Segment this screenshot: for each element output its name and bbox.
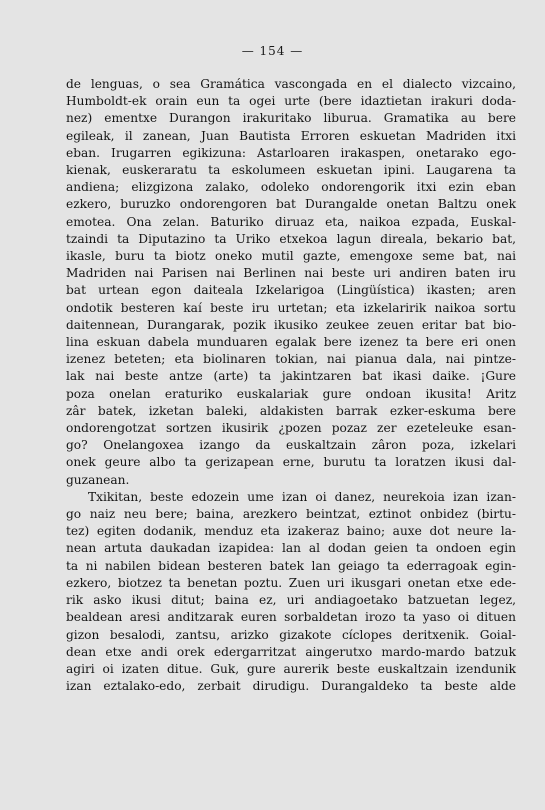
- text-line: ta ni nabilen bidean besteren batek lan geiago ta ederragoak egin-: [66, 558, 516, 573]
- text-line: ezkero, biotzez ta benetan poztu. Zuen uri ikusgari onetan etxe ede-: [66, 575, 516, 590]
- text-line: egileak, il zanean, Juan Bautista Erroren eskuetan Madriden itxi: [66, 128, 516, 143]
- text-line: kienak, euskeraratu ta eskolumeen eskuetan ipini. Laugarena ta: [66, 163, 516, 178]
- text-line: onek geure albo ta gerizapean erne, burutu ta loratzen ikusi dal-: [66, 455, 516, 470]
- text-line: rik asko ikusi ditut; baina ez, uri andiagoetako batzuetan legez,: [66, 593, 516, 608]
- text-line: gizon besalodi, zantsu, arizko gizakote cíclopes deritxenik. Goial-: [66, 627, 516, 642]
- text-line: ezkero, buruzko ondorengoren bat Durangalde onetan Baltzu onek: [66, 197, 516, 212]
- text-line: emotea. Ona zelan. Baturiko diruaz eta, naikoa ezpada, Euskal-: [66, 214, 516, 229]
- text-line: guzanean.: [66, 472, 130, 487]
- text-line: andiena; elizgizona zalako, odoleko ondorengorik itxi ezin eban: [66, 180, 516, 195]
- text-line: Madriden nai Parisen nai Berlinen nai beste uri andiren baten iru: [66, 266, 516, 281]
- text-line: poza onelan eraturiko euskalariak gure ondoan ikusita! Aritz: [66, 386, 516, 401]
- text-line: go naiz neu bere; baina, arezkero beintzat, eztinot onbidez (birtu-: [66, 507, 516, 522]
- text-line: tzaindi ta Diputazino ta Uriko etxekoa lagun direala, bekario bat,: [66, 231, 516, 246]
- text-line: dean etxe andi orek edergarritzat aingerutxo mardo-mardo batzuk: [66, 644, 516, 659]
- text-line: Humboldt-ek orain eun ta ogei urte (bere idaztietan irakuri doda-: [66, 94, 516, 109]
- page-number: — 154 —: [241, 44, 304, 58]
- text-line: ondotik besteren kaí beste iru urtetan; eta izkelaririk naikoa sortu: [66, 300, 516, 315]
- text-line: lina eskuan dabela munduaren egalak bere izenez ta bere eri onen: [66, 335, 516, 350]
- text-line: nean artuta daukadan izapidea: lan al dodan geien ta ondoen egin: [66, 541, 516, 556]
- text-line: lak nai beste antze (arte) ta jakintzaren bat ikasi daike. ¡Gure: [66, 369, 516, 384]
- text-line: eban. Irugarren egikizuna: Astarloaren irakaspen, onetarako ego-: [66, 145, 516, 160]
- text-line: bat urtean egon daiteala Izkelarigoa (Lingüística) ikasten; aren: [66, 283, 516, 298]
- text-line: tez) egiten dodanik, menduz eta izakeraz baino; auxe dot neure la-: [66, 524, 516, 539]
- text-line: de lenguas, o sea Gramática vascongada en el dialecto vizcaino,: [66, 77, 516, 91]
- text-line: ikasle, buru ta biotz oneko mutil gazte, emengoxe seme bat, nai: [66, 249, 516, 264]
- text-line: bealdean aresi anditzarak euren sorbaldetan irozo ta yaso oi dituen: [66, 610, 516, 625]
- text-line: nez) ementxe Durangon irakuritako liburua. Gramatika au bere: [66, 111, 516, 126]
- text-line: izan eztalako-edo, zerbait dirudigu. Durangaldeko ta beste alde: [66, 679, 516, 694]
- text-line: agiri oi izaten ditue. Guk, gure aurerik beste euskaltzain izendunik: [66, 661, 516, 676]
- body-text: [66, 76, 516, 695]
- text-line: Txikitan, beste edozein ume izan oi danez, neurekoia izan izan-: [88, 489, 516, 504]
- text-line: izenez beteten; eta biolinaren tokian, nai pianua dala, nai pintze-: [66, 352, 516, 367]
- text-line: go? Onelangoxea izango da euskaltzain zâron poza, izkelari: [66, 438, 516, 453]
- text-line: zâr batek, izketan baleki, aldakisten barrak ezker-eskuma bere: [66, 403, 516, 418]
- text-line: daitennean, Durangarak, pozik ikusiko zeukee zeuen eritar bat bio-: [66, 317, 516, 332]
- text-line: ondorengotzat sortzen ikusirik ¿pozen pozaz zer ezeteleuke esan-: [66, 421, 516, 436]
